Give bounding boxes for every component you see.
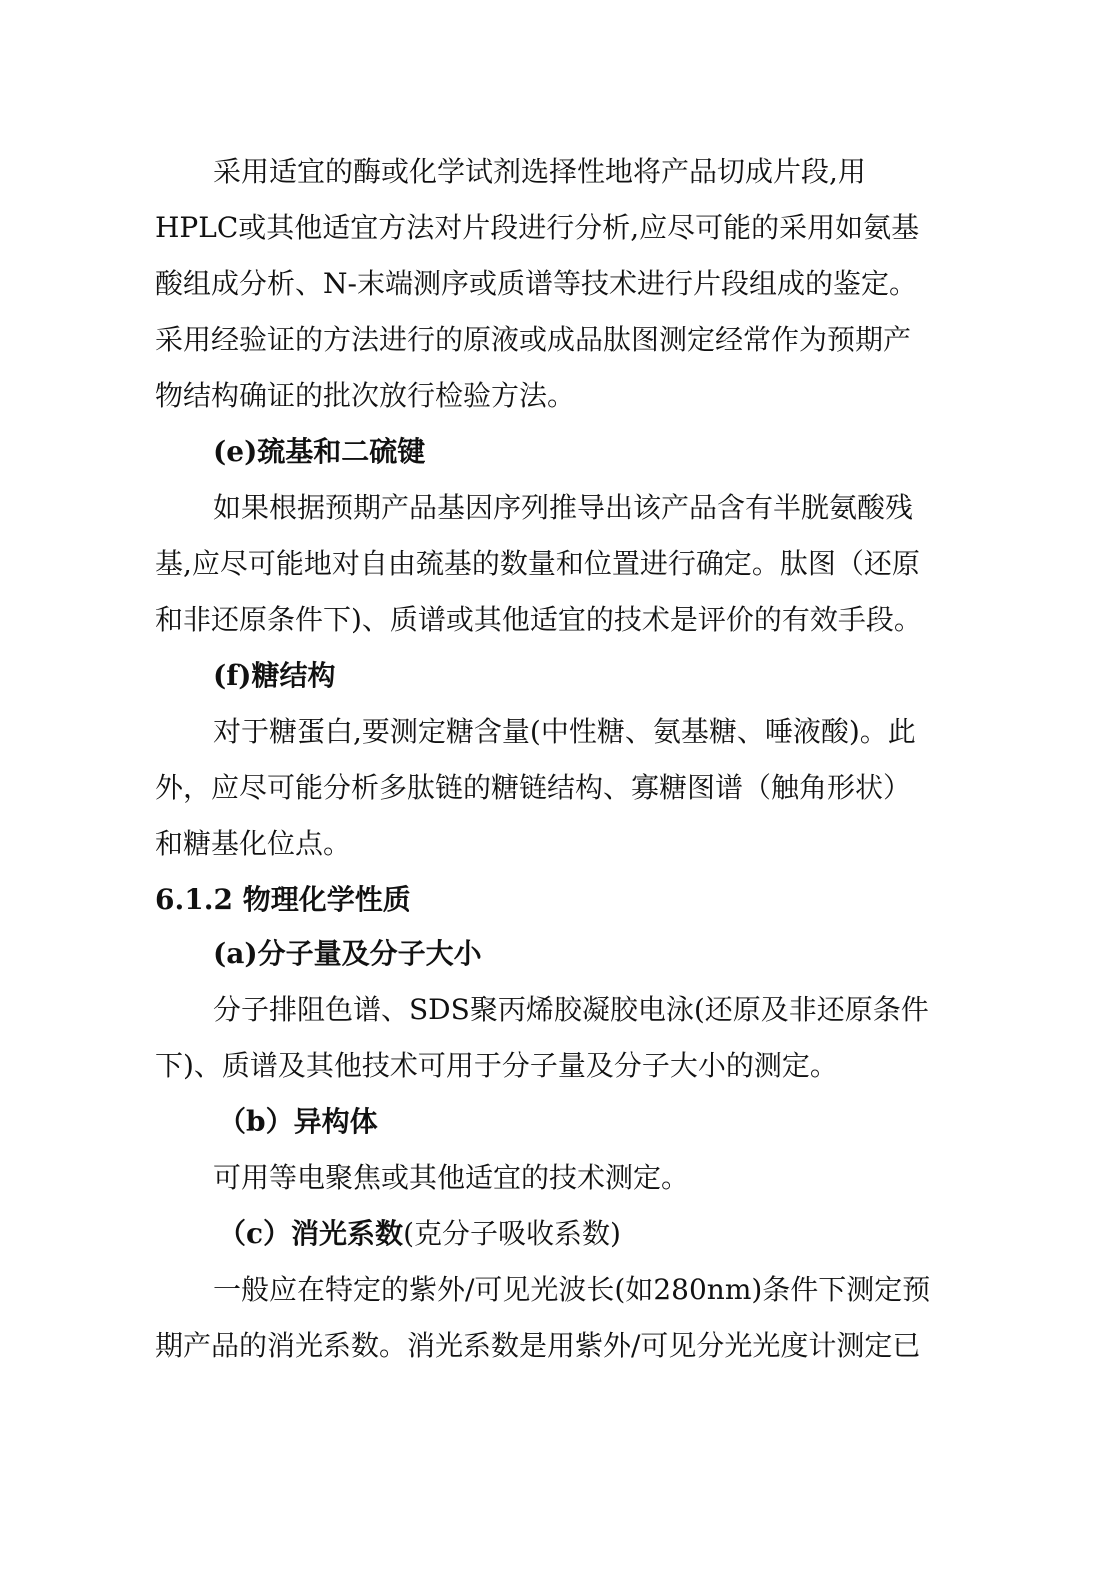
subheading-f: (f)糖结构 [213,659,336,692]
subheading-e: (e)巯基和二硫键 [213,435,426,468]
section-heading-6-1-2: 6.1.2 物理化学性质 [155,883,411,916]
paragraph-line: 和非还原条件下)、质谱或其他适宜的技术是评价的有效手段。 [155,603,922,636]
paragraph-line: 和糖基化位点。 [155,827,352,860]
paragraph-line: 物结构确证的批次放行检验方法。 [155,379,576,412]
paragraph-line: 如果根据预期产品基因序列推导出该产品含有半胱氨酸残 [213,491,914,524]
paragraph-line: 对于糖蛋白,要测定糖含量(中性糖、氨基糖、唾液酸)。此 [213,715,916,748]
paragraph-line: 一般应在特定的紫外/可见光波长(如280nm)条件下测定预 [213,1273,931,1306]
paragraph-line: 基,应尽可能地对自由巯基的数量和位置进行确定。肽图（还原 [155,547,920,580]
paragraph-line: 外，应尽可能分析多肽链的糖链结构、寡糖图谱（触角形状） [155,771,912,804]
paragraph-line: 分子排阻色谱、SDS聚丙烯胶凝胶电泳(还原及非还原条件 [213,993,929,1026]
paragraph-line: 酸组成分析、N-末端测序或质谱等技术进行片段组成的鉴定。 [155,267,917,300]
paragraph-line: 可用等电聚焦或其他适宜的技术测定。 [213,1161,690,1194]
paragraph-line: HPLC或其他适宜方法对片段进行分析,应尽可能的采用如氨基 [155,211,920,244]
paragraph-line: 期产品的消光系数。消光系数是用紫外/可见分光光度计测定已 [155,1329,921,1362]
paragraph-line: 下)、质谱及其他技术可用于分子量及分子大小的测定。 [155,1049,838,1082]
subheading-c [218,1214,1008,1254]
paragraph-line: 采用适宜的酶或化学试剂选择性地将产品切成片段,用 [213,155,866,188]
subheading-c-note: (克分子吸收系数) [403,1217,621,1250]
subheading-b: （b）异构体 [218,1105,378,1138]
subheading-a: (a)分子量及分子大小 [213,937,482,970]
subheading-c-bold: （c）消光系数 [218,1217,404,1250]
paragraph-line: 采用经验证的方法进行的原液或成品肽图测定经常作为预期产 [155,323,912,356]
